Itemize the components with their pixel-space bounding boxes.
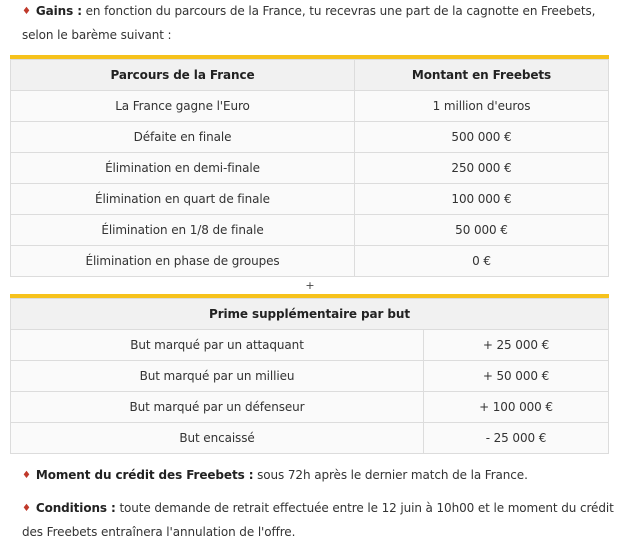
cell-but: But encaissé xyxy=(11,423,424,454)
table-row xyxy=(11,122,609,153)
cell-parcours: Élimination en 1/8 de finale xyxy=(11,215,355,246)
cell-parcours: Élimination en phase de groupes xyxy=(11,246,355,277)
cell-parcours: Élimination en demi-finale xyxy=(11,153,355,184)
header-parcours: Parcours de la France xyxy=(11,60,355,91)
cell-but: But marqué par un attaquant xyxy=(11,330,424,361)
cell-montant: 100 000 € xyxy=(355,184,609,215)
header-montant: Montant en Freebets xyxy=(355,60,609,91)
diamond-bullet-icon: ♦ xyxy=(22,6,31,17)
table-row xyxy=(11,91,609,122)
cell-but: But marqué par un défenseur xyxy=(11,392,424,423)
plus-sign: + xyxy=(305,279,315,292)
table-row xyxy=(11,215,609,246)
prize-table xyxy=(10,55,609,277)
diamond-bullet-icon: ♦ xyxy=(22,470,31,481)
conditions-paragraph xyxy=(22,497,614,543)
gains-paragraph xyxy=(22,0,614,46)
header-prime: Prime supplémentaire par but xyxy=(11,299,609,330)
moment-paragraph xyxy=(22,464,614,488)
table-row xyxy=(11,330,609,361)
bonus-table xyxy=(10,294,609,454)
table-row xyxy=(11,184,609,215)
gains-label: Gains : xyxy=(35,4,82,18)
moment-label: Moment du crédit des Freebets : xyxy=(35,468,254,482)
cell-montant: 50 000 € xyxy=(355,215,609,246)
cell-montant: 1 million d'euros xyxy=(355,91,609,122)
cell-montant: 0 € xyxy=(355,246,609,277)
table-row xyxy=(11,153,609,184)
cell-parcours: La France gagne l'Euro xyxy=(11,91,355,122)
cell-montant: 500 000 € xyxy=(355,122,609,153)
cell-parcours: Défaite en finale xyxy=(11,122,355,153)
cell-prime: - 25 000 € xyxy=(424,423,609,454)
cell-montant: 250 000 € xyxy=(355,153,609,184)
cell-parcours: Élimination en quart de finale xyxy=(11,184,355,215)
conditions-label: Conditions : xyxy=(35,501,116,515)
cell-prime: + 25 000 € xyxy=(424,330,609,361)
cell-prime: + 50 000 € xyxy=(424,361,609,392)
conditions-text: toute demande de retrait effectuée entre le 12 juin à 10h00 et le moment du crédit des Freebets entraînera l'annulation de l'offre. xyxy=(22,501,614,539)
moment-text: sous 72h après le dernier match de la France. xyxy=(253,468,528,482)
table-row xyxy=(11,392,609,423)
table-row xyxy=(11,423,609,454)
table-row xyxy=(11,361,609,392)
cell-prime: + 100 000 € xyxy=(424,392,609,423)
bonus-table-header xyxy=(11,299,609,330)
prize-table-header xyxy=(11,60,609,91)
diamond-bullet-icon: ♦ xyxy=(22,503,31,514)
cell-but: But marqué par un millieu xyxy=(11,361,424,392)
table-row xyxy=(11,246,609,277)
gains-text: en fonction du parcours de la France, tu recevras une part de la cagnotte en Freebets, selon le barème suivant : xyxy=(22,4,596,42)
